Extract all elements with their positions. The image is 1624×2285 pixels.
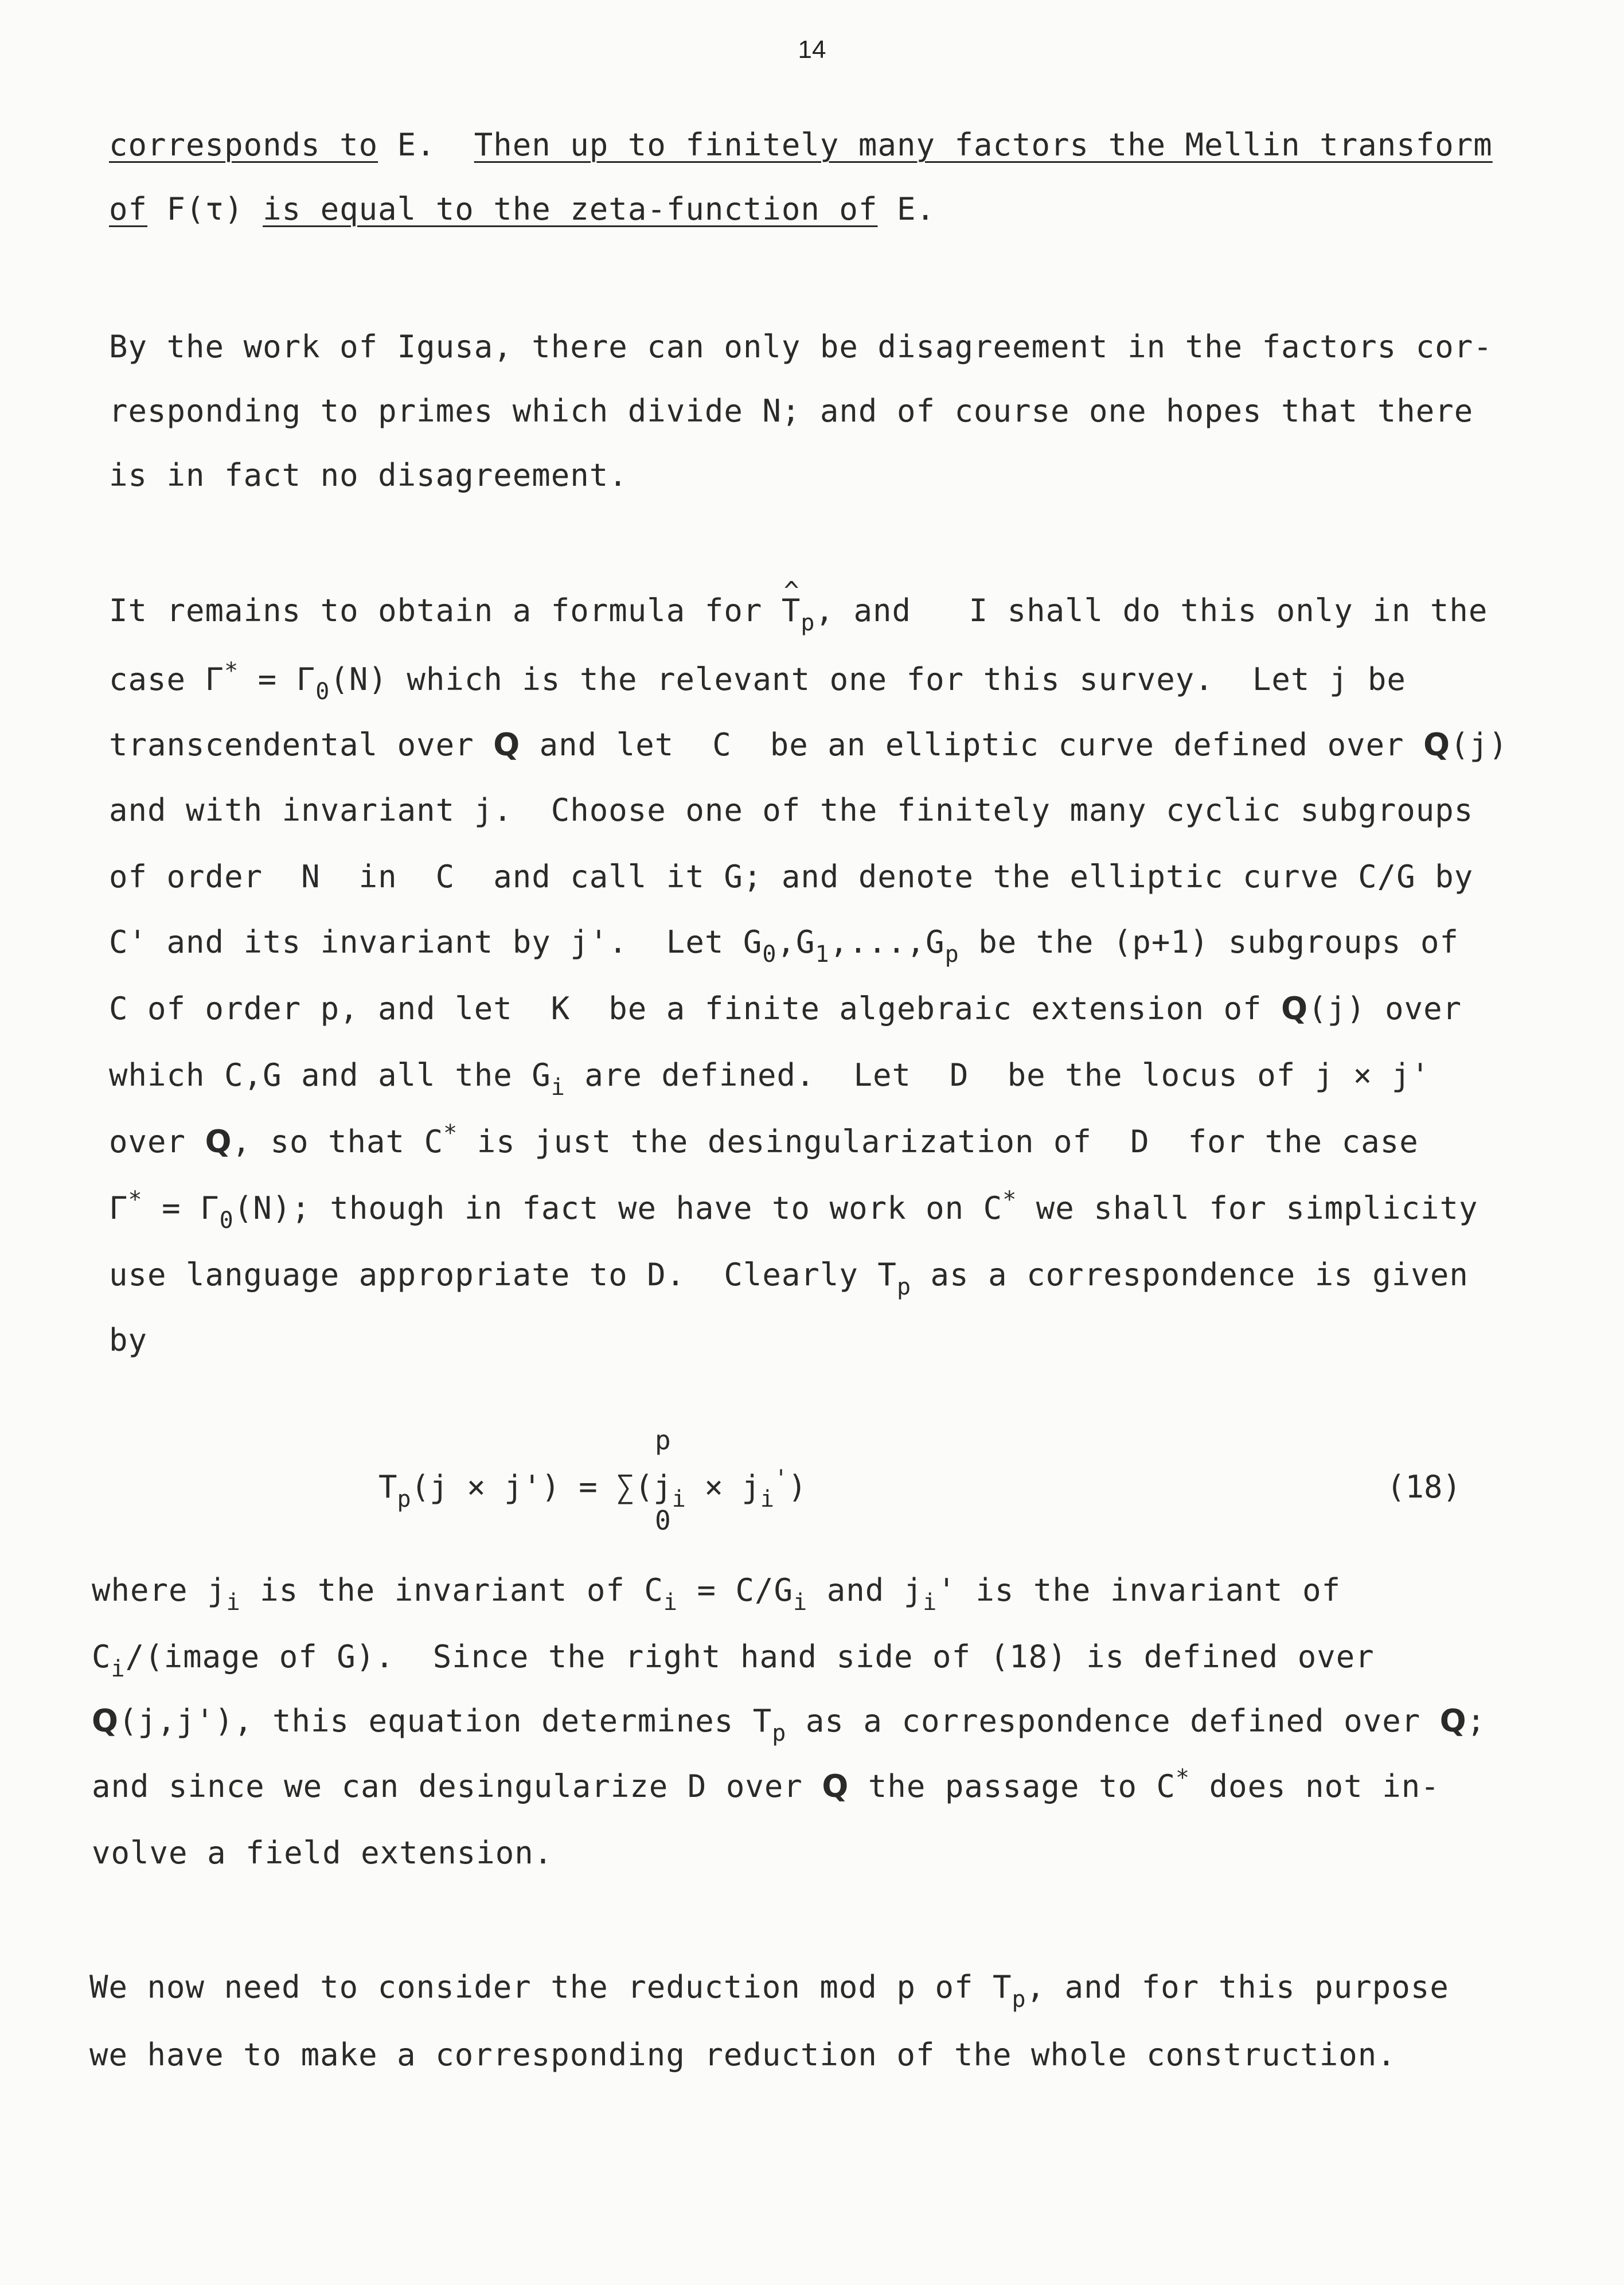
equation-18 <box>378 1465 807 1512</box>
underlined-text: corresponds to <box>109 127 378 163</box>
para4-line5: volve a field extension. <box>92 1835 553 1871</box>
text: the passage to C <box>849 1768 1176 1804</box>
text: (j <box>634 1469 672 1505</box>
para1-line1 <box>109 125 1493 165</box>
para4-line1 <box>92 1570 1341 1616</box>
text: be the (p+1) subgroups of <box>959 924 1459 960</box>
subscript: 0 <box>219 1207 234 1234</box>
text: ,G <box>776 924 815 960</box>
para4-line4 <box>92 1767 1440 1807</box>
text: are defined. Let D be the locus of j × j' <box>565 1057 1430 1093</box>
blackboard-q: Q <box>1423 727 1451 763</box>
superscript: ' <box>774 1465 788 1492</box>
sum-upper-limit: p <box>655 1425 671 1456</box>
text: ,...,G <box>829 924 945 960</box>
subscript: p <box>801 610 815 636</box>
para3-line8 <box>109 1055 1430 1101</box>
para2-line2: responding to primes which divide N; and of course one hopes that there <box>109 393 1474 429</box>
subscript: i <box>672 1486 686 1512</box>
text: and j <box>807 1572 923 1608</box>
para3-line1 <box>109 591 1488 636</box>
subscript: i <box>226 1589 241 1616</box>
underlined-text: is equal to the zeta-function of <box>263 191 878 227</box>
equation-label: (18) <box>1387 1469 1462 1505</box>
text: ' is the invariant of <box>937 1572 1341 1608</box>
subscript: 0 <box>315 679 330 705</box>
subscript: i <box>111 1656 126 1682</box>
text: E. <box>378 127 474 163</box>
text: does not in- <box>1190 1768 1440 1804</box>
para3-line3 <box>109 725 1508 765</box>
para3-line2 <box>109 658 1406 705</box>
subscript: p <box>397 1486 411 1512</box>
text: (j) <box>1450 727 1508 763</box>
blackboard-q: Q <box>92 1703 119 1739</box>
para4-line3 <box>92 1701 1486 1746</box>
page-number: 14 <box>798 36 826 64</box>
text: use language appropriate to D. Clearly T <box>109 1257 897 1293</box>
subscript: 0 <box>762 941 777 968</box>
para3-line7 <box>109 989 1462 1029</box>
text: C <box>92 1639 111 1675</box>
text: , and for this purpose <box>1026 1969 1449 2005</box>
subscript: p <box>772 1720 787 1746</box>
text: and since we can desingularize D over <box>92 1768 822 1804</box>
para4-line2 <box>92 1637 1375 1682</box>
subscript: i <box>760 1486 775 1512</box>
para1-line2 <box>109 189 935 229</box>
text: , so that C <box>232 1124 444 1160</box>
text: Γ <box>109 1190 128 1226</box>
text: C' and its invariant by j'. Let G <box>109 924 763 960</box>
text: We now need to consider the reduction mod p of T <box>89 1969 1012 2005</box>
superscript: * <box>224 658 239 684</box>
superscript: * <box>1002 1187 1017 1213</box>
text: /(image of G). Since the right hand side of (18) is defined over <box>125 1639 1375 1675</box>
superscript: * <box>443 1120 458 1147</box>
para3-line11 <box>109 1255 1469 1300</box>
subscript: i <box>923 1589 938 1616</box>
text: C of order p, and let K be a finite algebraic extension of <box>109 991 1282 1027</box>
underlined-text: Then up to finitely many factors the Mellin transform <box>474 127 1493 163</box>
text: over <box>109 1124 205 1160</box>
text: × j <box>685 1469 760 1505</box>
text: as a correspondence is given <box>911 1257 1469 1293</box>
para3-line12: by <box>109 1322 148 1358</box>
blackboard-q: Q <box>1281 991 1309 1027</box>
para5-line1 <box>89 1967 1449 2013</box>
text: E. <box>877 191 935 227</box>
text: (N) which is the relevant one for this survey. Let j be <box>330 661 1406 697</box>
subscript: p <box>896 1274 912 1300</box>
subscript: i <box>793 1589 808 1616</box>
text: = Γ <box>239 661 316 697</box>
para3-line10 <box>109 1187 1478 1234</box>
blackboard-q: Q <box>822 1768 849 1804</box>
text: (j,j'), this equation determines T <box>118 1703 772 1739</box>
subscript: i <box>551 1074 565 1101</box>
subscript: p <box>944 941 959 968</box>
superscript: * <box>128 1187 143 1213</box>
superscript: * <box>1176 1765 1190 1791</box>
blackboard-q: Q <box>205 1124 232 1160</box>
blackboard-q: Q <box>1439 1703 1467 1739</box>
text: = Γ <box>142 1190 220 1226</box>
text: and let C be an elliptic curve defined over <box>520 727 1424 763</box>
text: ) <box>788 1469 807 1505</box>
para2-line3: is in fact no disagreement. <box>109 457 628 493</box>
text: which C,G and all the G <box>109 1057 551 1093</box>
subscript: 1 <box>815 941 830 968</box>
text: transcendental over <box>109 727 494 763</box>
text: , and I shall do this only in the <box>815 592 1488 629</box>
text: T <box>378 1469 397 1505</box>
subscript: p <box>1012 1986 1026 2013</box>
text: (N); though in fact we have to work on C <box>233 1190 1003 1226</box>
text: F(τ) <box>147 191 263 227</box>
text: we shall for simplicity <box>1017 1190 1478 1226</box>
para3-line6 <box>109 922 1459 968</box>
para3-line5: of order N in C and call it G; and denote the elliptic curve C/G by <box>109 859 1474 895</box>
text: case Γ <box>109 661 225 697</box>
t-hat: ^ T <box>782 591 801 631</box>
text: is just the desingularization of D for the case <box>458 1124 1419 1160</box>
sum-symbol: ∑ <box>616 1469 635 1505</box>
text: (j) over <box>1308 991 1462 1027</box>
para2-line1: By the work of Igusa, there can only be disagreement in the factors cor- <box>109 329 1493 365</box>
text: ; <box>1466 1703 1486 1739</box>
text: = C/G <box>678 1572 794 1608</box>
text: (j × j') = <box>411 1469 616 1505</box>
para3-line4: and with invariant j. Choose one of the finitely many cyclic subgroups <box>109 792 1474 828</box>
text: It remains to obtain a formula for <box>109 592 782 629</box>
sum-lower-limit: 0 <box>655 1505 671 1536</box>
text: where j <box>92 1572 227 1608</box>
para3-line9 <box>109 1122 1419 1162</box>
subscript: i <box>663 1589 678 1616</box>
text: as a correspondence defined over <box>786 1703 1440 1739</box>
underlined-text: of <box>109 191 148 227</box>
blackboard-q: Q <box>493 727 521 763</box>
text: is the invariant of C <box>240 1572 663 1608</box>
para5-line2: we have to make a corresponding reduction of the whole construction. <box>89 2037 1396 2073</box>
